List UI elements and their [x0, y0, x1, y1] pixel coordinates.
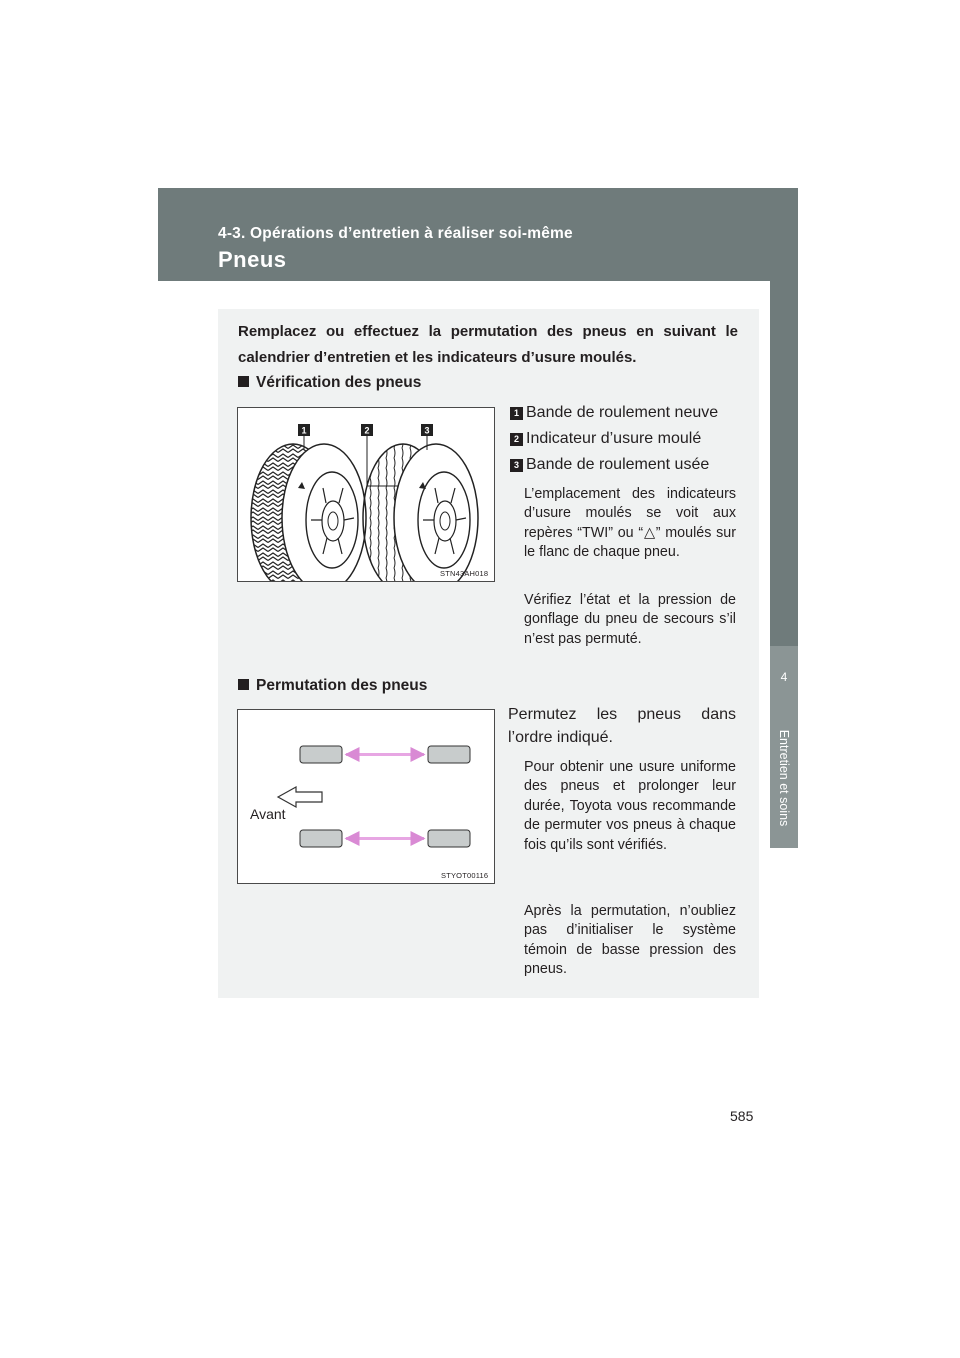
page-title: Pneus	[218, 247, 287, 272]
section-title: 4-3. Opérations d’entretien à réaliser soi-même	[218, 225, 573, 242]
side-bar	[770, 188, 798, 646]
callout-label: Indicateur d’usure moulé	[526, 430, 702, 447]
figure-code: STYOT00116	[441, 871, 489, 880]
tire-wear-illustration	[238, 408, 494, 581]
callout-2	[510, 428, 701, 450]
tire-check-note-1: L’emplacement des indicateurs d’usure moulés se voit aux repères “TWI” ou “△” moulés sur le flanc de chaque pneu.	[524, 486, 736, 561]
callout-badge: 2	[510, 433, 523, 446]
tire-check-note-2: Vérifiez l’état et la pression de gonflage du pneu de secours s’il n’est pas permuté.	[524, 592, 736, 647]
svg-text:3: 3	[424, 425, 430, 436]
callout-label: Bande de roulement neuve	[526, 404, 719, 421]
callout-3	[510, 454, 709, 476]
chapter-tab	[770, 646, 798, 848]
intro-text: Remplacez ou effectuez la permutation des pneus en suivant le calendrier d’entretien et les indicateurs d’usure moulés.	[238, 323, 738, 366]
rotation-heading	[238, 677, 427, 695]
chapter-number: 4	[780, 670, 788, 684]
callout-badge: 3	[510, 459, 523, 472]
callout-badge: 1	[510, 407, 523, 420]
content-panel	[218, 309, 759, 998]
rotation-figure	[237, 709, 495, 884]
svg-text:2: 2	[364, 425, 370, 436]
rotation-lead: Permutez les pneus dans l’ordre indiqué.	[508, 706, 736, 746]
tire-check-heading	[238, 374, 421, 392]
rotation-heading-text: Permutation des pneus	[256, 677, 428, 694]
front-label: Avant	[250, 806, 286, 822]
tire-check-heading-text: Vérification des pneus	[256, 374, 422, 391]
square-bullet-icon	[238, 376, 249, 387]
rotation-diagram	[238, 710, 494, 883]
front-arrow-icon	[278, 787, 322, 807]
square-bullet-icon	[238, 679, 249, 690]
svg-text:1: 1	[301, 425, 307, 436]
tire-wear-figure	[237, 407, 495, 582]
rotation-note-1: Pour obtenir une usure uniforme des pneus et prolonger leur durée, Toyota vous recommande de permuter vos pneus à chaque fois qu’ils sont vérifiés.	[524, 759, 736, 853]
callout-1	[510, 402, 718, 424]
header-bar	[158, 188, 798, 281]
page-number: 585	[730, 1108, 754, 1124]
rotation-note-2: Après la permutation, n’oubliez pas d’initialiser le système témoin de basse pression des pneus.	[524, 903, 736, 978]
chapter-label: Entretien et soins	[777, 729, 791, 827]
figure-code: STN43AH018	[440, 569, 489, 578]
callout-label: Bande de roulement usée	[526, 456, 710, 473]
